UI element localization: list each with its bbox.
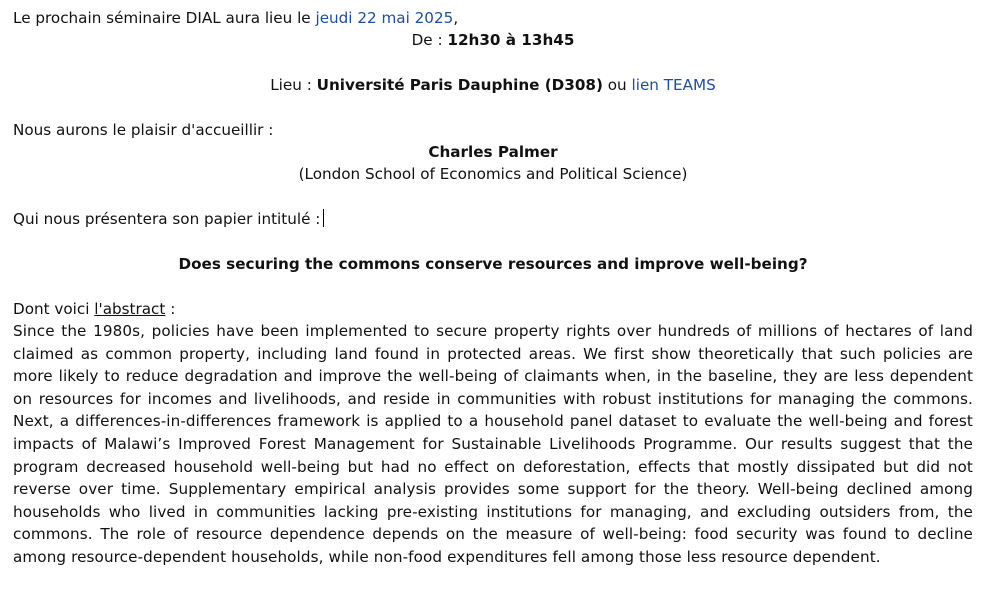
speaker-intro: Nous aurons le plaisir d'accueillir : [13,121,274,139]
date-suffix: , [453,9,459,27]
abstract-link[interactable]: l'abstract [94,300,166,318]
seminar-date: jeudi 22 mai 2025 [315,9,454,27]
speaker-affiliation: (London School of Economics and Political Science) [298,165,688,183]
location-or: ou [602,76,632,94]
paper-title: Does securing the commons conserve resources and improve well-being? [178,255,808,273]
paper-intro: Qui nous présentera son papier intitulé : [13,210,321,228]
location-line [13,74,973,96]
paper-intro-line [13,208,973,230]
abstract-label-line [13,298,973,320]
time-value: 12h30 à 13h45 [447,31,575,49]
location-value: Université Paris Dauphine (D308) [316,76,603,94]
announcement-intro: Le prochain séminaire DIAL aura lieu le [13,9,316,27]
abstract-label-prefix: Dont voici [13,300,95,318]
seminar-announcement [13,7,973,569]
abstract-label-suffix: : [165,300,176,318]
teams-link[interactable]: lien TEAMS [631,76,716,94]
time-line [13,29,973,51]
location-label: Lieu : [270,76,317,94]
abstract-text: Since the 1980s, policies have been implemented to secure property rights over hundreds of millions of hectares of land claimed as common property, including land found in protected areas. We first show theoretically that such policies are more likely to reduce degradation and improve the well-being of claimants when, in the baseline, they are less dependent on resources for incomes and livelihoods, and reside in communities with robust institutions for managing the commons. Next, a differences-in-differences framework is applied to a household panel dataset to evaluate the well-being and forest impacts of Malawi’s Improved Forest Management for Sustainable Livelihoods Programme. Our results suggest that the program decreased household well-being but had no effect on deforestation, effects that mostly dissipated but did not reverse over time. Supplementary empirical analysis provides some support for the theory. Well-being declined among households who lived in communities lacking pre-existing institutions for managing, and excluding outsiders from, the commons. The role of resource dependence depends on the measure of well-being: food security was found to decline among resource-dependent households, while non-food expenditures fell among those less resource dependent. [13,322,973,566]
announcement-line [13,7,973,29]
time-label: De : [411,31,448,49]
text-cursor [323,209,324,227]
speaker-name: Charles Palmer [428,143,558,161]
